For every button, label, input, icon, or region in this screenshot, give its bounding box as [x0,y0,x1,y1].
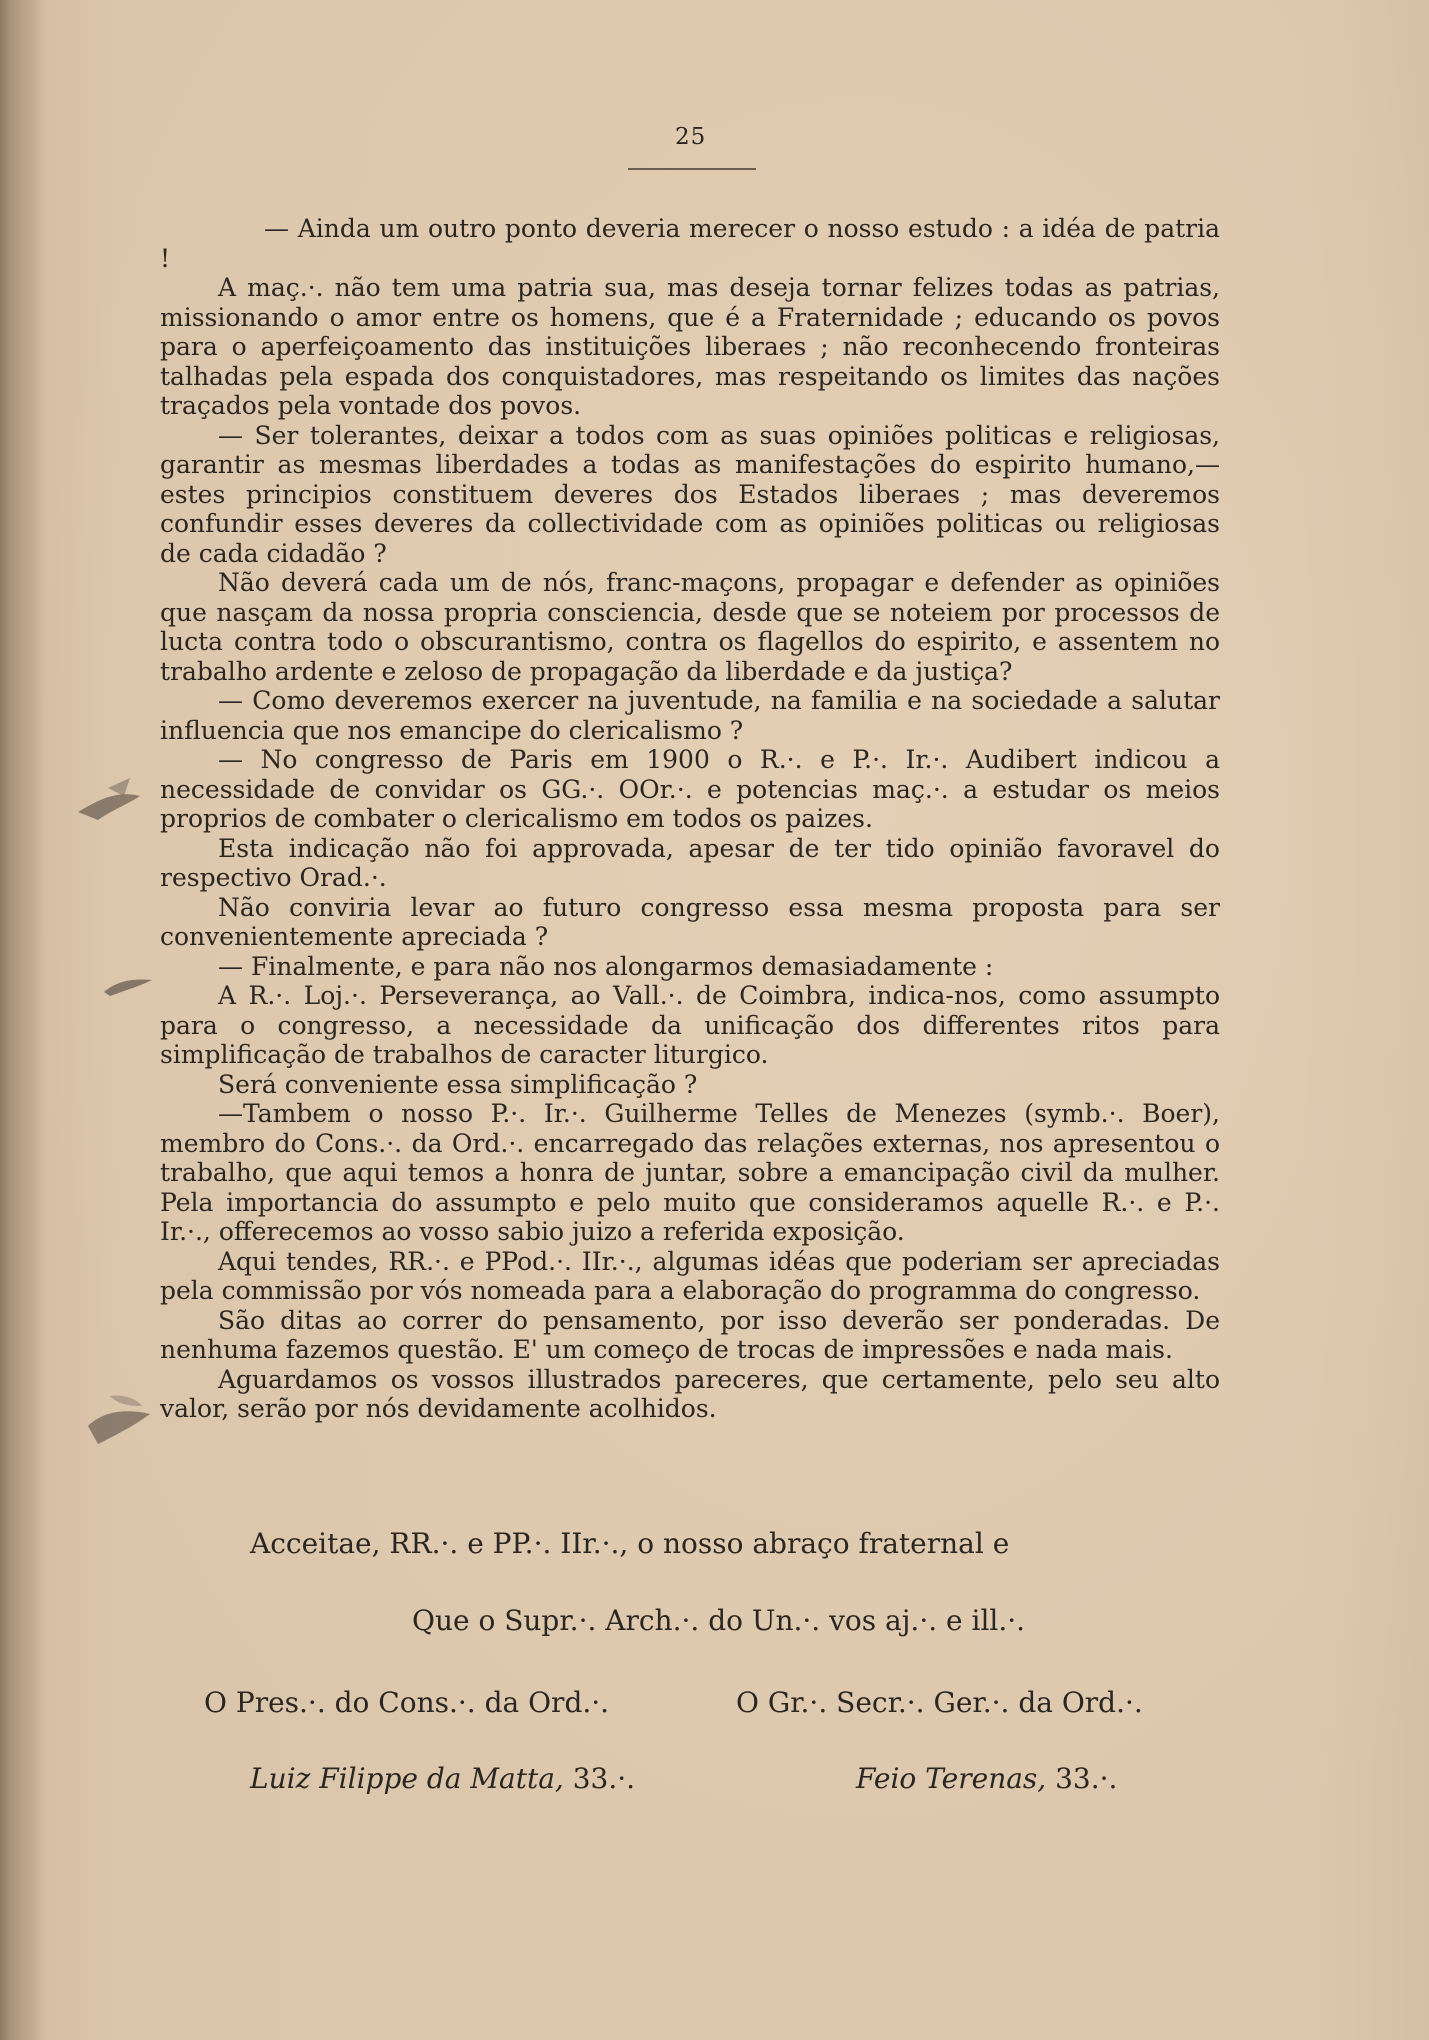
paragraph: Aguardamos os vossos illustrados pareceres, que certamente, pelo seu alto valor, serão por nós devidamente acolhidos. [160,1364,1220,1423]
paragraph: Esta indicação não foi approvada, apesar de ter tido opinião favoravel do respectivo Orad.·. [160,833,1220,892]
paragraph: — Como deveremos exercer na juventude, na familia e na sociedade a salutar influencia que nos emancipe do clericalismo ? [160,686,1220,745]
secretary-title: O Gr.·. Secr.·. Ger.·. da Ord.·. [736,1686,1143,1719]
paragraph: Será conveniente essa simplificação ? [218,1069,698,1099]
president-title: O Pres.·. do Cons.·. da Ord.·. [204,1686,610,1719]
body-text [160,214,1220,1424]
page-number-rule [628,168,756,170]
paragraph: A maç.·. não tem uma patria sua, mas deseja tornar felizes todas as patrias, missionando o amor entre os homens, que é a Fraternidade ; educando os povos para o aperfeiçoamento das instituições liberaes ; não reconhecendo fronteiras talhadas pela espada dos conquistadores, mas respeitando os limites das nações traçados pela vontade dos povos. [160,273,1220,420]
paragraph: A R.·. Loj.·. Perseverança, ao Vall.·. de Coimbra, indica-nos, como assumpto para o congresso, a necessidade da unificação dos differentes ritos para simplificação de trabalhos de caracter liturgico. [160,981,1220,1069]
president-signature-line [250,1762,635,1795]
secretary-degree: 33.·. [1055,1762,1118,1795]
president-degree: 33.·. [572,1762,636,1795]
paragraph: — Finalmente, e para não nos alongarmos demasiadamente : [218,951,994,981]
paragraph: — Ainda um outro ponto deveria merecer o nosso estudo : a idéa de patria ! [160,214,1220,273]
paragraph: — No congresso de Paris em 1900 o R.·. e P.·. Ir.·. Audibert indicou a necessidade de convidar os GG.·. OOr.·. e potencias maç.·. a estudar os meios proprios de combater o clericalismo em todos os paizes. [160,745,1220,833]
president-signature: Luiz Filippe da Matta, [250,1762,564,1795]
closing-greeting: Acceitae, RR.·. e PP.·. IIr.·., o nosso abraço fraternal e [250,1527,1010,1560]
paragraph: Não deverá cada um de nós, franc-maçons, propagar e defender as opiniões que nasçam da nossa propria consciencia, desde que se noteiem por processos de lucta contra todo o obscurantismo, contra os flagellos do espirito, e assentem no trabalho ardente e zeloso de propagação da liberdade e da justiça? [160,568,1220,686]
paragraph: Aqui tendes, RR.·. e PPod.·. IIr.·., algumas idéas que poderiam ser apreciadas pela commissão por vós nomeada para a elaboração do programma do congresso. [160,1246,1220,1305]
margin-pen-mark [100,970,160,1000]
margin-stain-mark [68,770,158,830]
secretary-signature: Feio Terenas, [856,1762,1047,1795]
binding-edge [0,0,44,2040]
margin-stain-mark [80,1386,160,1456]
secretary-signature-line [856,1762,1117,1795]
paragraph: —Tambem o nosso P.·. Ir.·. Guilherme Telles de Menezes (symb.·. Boer), membro do Cons.·. da Ord.·. encarregado das relações externas, nos apresentou o trabalho, que aqui temos a honra de juntar, sobre a emancipação civil da mulher. Pela importancia do assumpto e pelo muito que consideramos aquelle R.·. e P.·. Ir.·., offerecemos ao vosso sabio juizo a referida exposição. [160,1099,1220,1246]
page-number: 25 [675,124,707,150]
paragraph: — Ser tolerantes, deixar a todos com as suas opiniões politicas e religiosas, garantir as mesmas liberdades a todas as manifestações do espirito humano,— estes principios constituem deveres dos Estados liberaes ; mas deveremos confundir esses deveres da collectividade com as opiniões politicas ou religiosas de cada cidadão ? [160,420,1220,568]
closing-blessing: Que o Supr.·. Arch.·. do Un.·. vos aj.·. e ill.·. [412,1604,1026,1637]
paragraph: Não conviria levar ao futuro congresso essa mesma proposta para ser convenientemente apreciada ? [160,892,1220,951]
paragraph: São ditas ao correr do pensamento, por isso deverão ser ponderadas. De nenhuma fazemos questão. E' um começo de trocas de impressões e nada mais. [160,1305,1220,1364]
